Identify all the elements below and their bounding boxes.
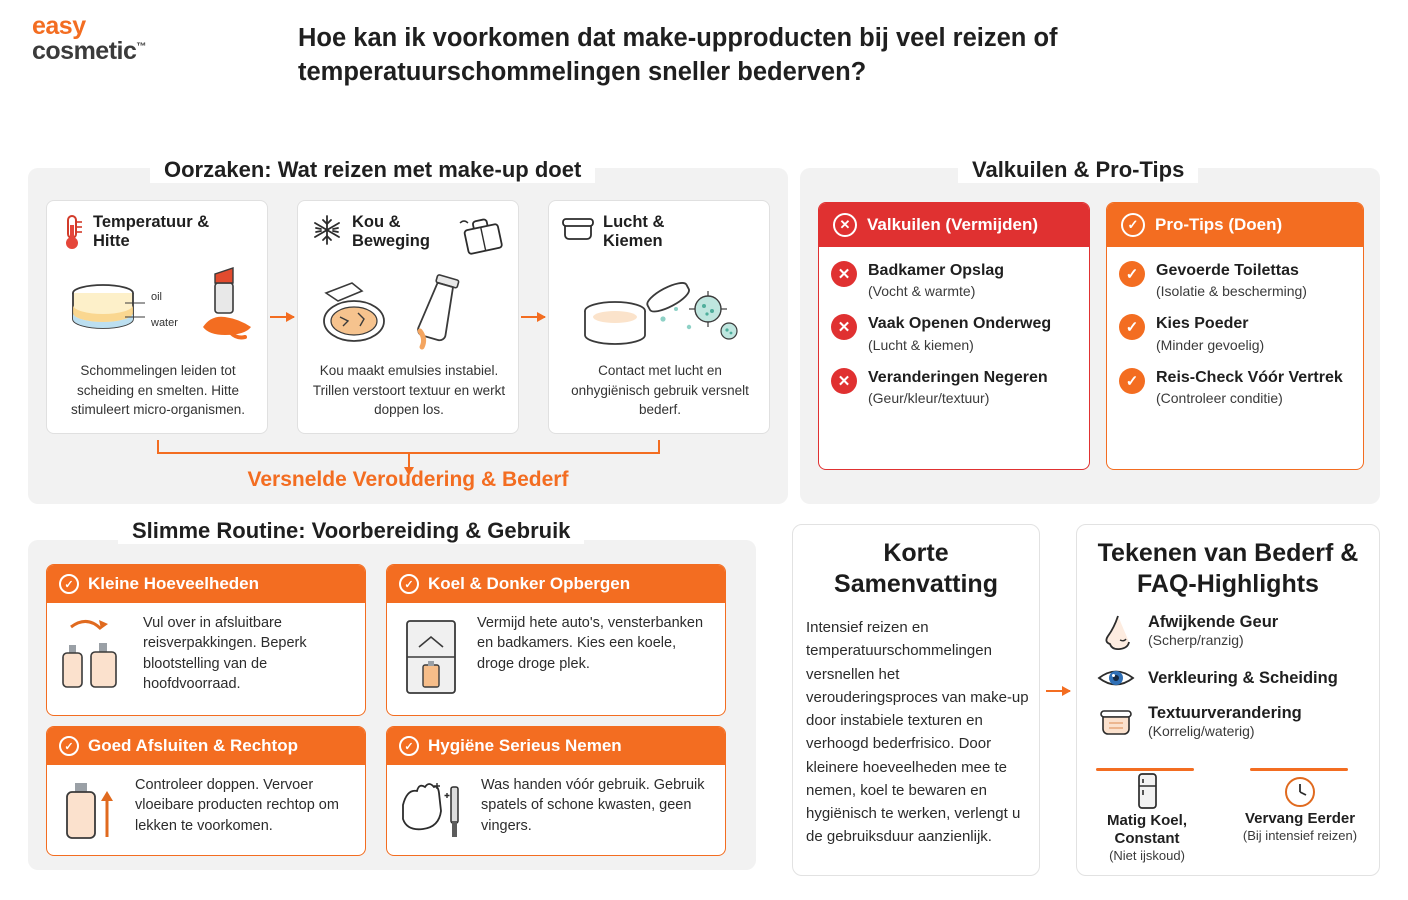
cause-card-cold-title: Kou & Beweging [352, 213, 430, 251]
cream-jar-icon [561, 213, 595, 243]
sign-item [1096, 664, 1370, 692]
tube-icon [402, 269, 482, 353]
page-header [0, 0, 1408, 120]
check-circle-icon: ✓ [1119, 314, 1145, 340]
pitfall-item-title: Vaak Openen Onderweg [868, 315, 1052, 333]
check-circle-icon: ✓ [59, 574, 79, 594]
protip-item [1107, 247, 1363, 302]
brand-logo [32, 14, 146, 64]
cupboard-icon [397, 613, 467, 701]
protip-item [1107, 356, 1363, 409]
signs-footer-rule-left [1096, 768, 1194, 771]
routine-card-body: Vermijd hete auto's, vensterbanken en badkamers. Kies een koele, droge droge plek. [477, 615, 704, 672]
thermometer-icon [59, 213, 85, 253]
routine-card-cool-dark [386, 564, 726, 716]
arrow-card2-to-card3 [521, 316, 545, 318]
sign-item-title: Afwijkende Geur [1148, 612, 1279, 631]
pitfall-item-sub: (Geur/kleur/textuur) [868, 389, 990, 406]
routine-card-header [47, 727, 365, 765]
protip-item [1107, 302, 1363, 355]
fridge-icon [1092, 772, 1202, 812]
pitfall-item [819, 356, 1089, 409]
eye-icon [1096, 664, 1136, 692]
pitfalls-box-header [819, 203, 1089, 247]
page-title: Hoe kan ik voorkomen dat make-upproducten bij veel reizen of temperatuurschommelingen sneller bederven? [298, 24, 1058, 86]
brand-logo-line2: cosmetic [32, 37, 137, 65]
arrow-to-result [408, 454, 410, 468]
pitfalls-box-header-label: Valkuilen (Vermijden) [867, 215, 1039, 234]
pitfalls-box [818, 202, 1090, 470]
cause-card-air-title: Lucht & Kiemen [603, 213, 665, 251]
signs-footer-title: Vervang Eerder [1244, 810, 1356, 827]
label-water: water [151, 317, 178, 329]
open-jar-germs-icon [571, 275, 751, 355]
routine-card-hygiene [386, 726, 726, 856]
routine-card-seal-upright [46, 726, 366, 856]
routine-card-title: Koel & Donker Opbergen [428, 574, 631, 593]
protip-item-sub: (Controleer conditie) [1156, 389, 1283, 406]
sign-item-sub: (Scherp/ranzig) [1148, 631, 1244, 648]
check-circle-icon: ✓ [1119, 261, 1145, 287]
protip-item-sub: (Isolatie & bescherming) [1156, 283, 1307, 300]
decanting-bottles-icon [57, 613, 133, 699]
protips-box [1106, 202, 1364, 470]
signs-footer-sub: (Bij intensief reizen) [1242, 828, 1358, 843]
routine-card-title: Goed Afsluiten & Rechtop [88, 736, 298, 755]
clock-icon [1236, 772, 1364, 810]
routine-card-body: Vul over in afsluitbare reisverpakkingen. Beperk blootstelling van de hoofdvoorraad. [143, 615, 307, 692]
nose-icon [1096, 610, 1136, 652]
check-circle-icon: ✓ [1119, 368, 1145, 394]
summary-title: Korte Samenvatting [834, 539, 998, 599]
pitfall-item-sub: (Lucht & kiemen) [868, 336, 974, 353]
label-oil: oil [151, 291, 163, 303]
routine-card-body: Controleer doppen. Vervoer vloeibare producten rechtop om lekken te voorkomen. [135, 777, 339, 834]
protip-item-title: Gevoerde Toilettas [1156, 262, 1299, 279]
x-circle-icon: ✕ [831, 314, 857, 340]
sign-item [1096, 704, 1370, 740]
cause-card-temperature-body: Schommelingen leiden tot scheiding en smelten. Hitte stimuleert micro-organismen. [70, 363, 246, 418]
sign-item-sub: (Korrelig/waterig) [1148, 722, 1255, 739]
snowflake-icon [310, 213, 344, 247]
arrow-card1-to-card2 [270, 316, 294, 318]
routine-card-header [47, 565, 365, 603]
pitfalls-section-title: Valkuilen & Pro-Tips [958, 157, 1198, 183]
signs-title: Tekenen van Bederf & FAQ-Highlights [1097, 539, 1359, 599]
signs-footer-sub: (Niet ijskoud) [1109, 848, 1185, 863]
check-circle-icon: ✓ [399, 736, 419, 756]
check-circle-icon: ✓ [399, 574, 419, 594]
routine-card-header [387, 565, 725, 603]
summary-body: Intensief reizen en temperatuurschommelingen versnellen het verouderingsproces van make-up door instabiele texturen en verhoogd bederfrisico. Door kleinere hoeveelheden mee te nemen, koel te bewaren en hygiënisch te werken, verlengt u de gebruiksduur aanzienlijk. [806, 619, 1029, 846]
cause-card-cold-motion [297, 200, 519, 434]
causes-bracket [157, 440, 660, 454]
upright-bottle-icon [57, 775, 125, 851]
routine-card-small-amounts [46, 564, 366, 716]
protip-item-sub: (Minder gevoelig) [1156, 336, 1265, 353]
cause-card-cold-body: Kou maakt emulsies instabiel. Trillen verstoort textuur en werkt doppen los. [312, 363, 506, 418]
pitfall-item-title: Veranderingen Negeren [868, 368, 1048, 386]
signs-footer-title: Matig Koel, Constant [1106, 812, 1187, 847]
signs-list [1096, 610, 1370, 746]
brand-logo-line1: easy [32, 12, 86, 40]
protip-item-title: Kies Poeder [1156, 315, 1249, 333]
protips-box-header [1107, 203, 1363, 247]
sign-item-title: Verkleuring & Scheiding [1148, 668, 1338, 687]
cause-card-temperature-title: Temperatuur & Hitte [93, 213, 210, 251]
protips-box-header-label: Pro-Tips (Doen) [1155, 215, 1283, 234]
cream-jar-icon [1096, 705, 1136, 739]
cause-card-air-germs [548, 200, 770, 434]
suitcase-icon [456, 215, 510, 261]
pitfall-item [819, 247, 1089, 302]
signs-footer-rule-right [1250, 768, 1348, 771]
x-circle-icon: ✕ [831, 368, 857, 394]
sign-item [1096, 610, 1370, 652]
protip-item-title: Reis-Check Vóór Vertrek [1156, 368, 1343, 386]
routine-card-header [387, 727, 725, 765]
brand-logo-tm: ™ [136, 41, 146, 53]
cracked-powder-icon [312, 277, 398, 349]
pitfall-item-sub: (Vocht & warmte) [868, 283, 976, 300]
routine-card-title: Kleine Hoeveelheden [88, 574, 260, 593]
cause-card-air-body: Contact met lucht en onhygiënisch gebruik versnelt bederf. [571, 363, 749, 418]
sign-item-title: Textuurverandering [1148, 704, 1302, 722]
check-circle-icon: ✓ [1121, 213, 1145, 237]
cause-card-temperature [46, 200, 268, 434]
pitfall-item-title: Badkamer Opslag [868, 262, 1005, 279]
x-circle-icon: ✕ [833, 213, 857, 237]
signs-footer-item-replace [1236, 772, 1364, 843]
check-circle-icon: ✓ [59, 736, 79, 756]
melting-lipstick-icon [197, 267, 259, 345]
washing-hands-icon [397, 775, 471, 849]
x-circle-icon: ✕ [831, 261, 857, 287]
pitfall-item [819, 302, 1089, 355]
routine-card-body: Was handen vóór gebruik. Gebruik spatels of schone kwasten, geen vingers. [481, 777, 705, 834]
jar-separation-icon [63, 275, 155, 341]
signs-footer-item-cool [1092, 772, 1202, 863]
arrow-summary-to-signs [1046, 690, 1070, 692]
causes-result-text: Versnelde Veroudering & Bederf [247, 468, 569, 491]
routine-card-title: Hygiëne Serieus Nemen [428, 736, 622, 755]
causes-section-title: Oorzaken: Wat reizen met make-up doet [150, 157, 595, 183]
routine-section-title: Slimme Routine: Voorbereiding & Gebruik [118, 518, 584, 544]
